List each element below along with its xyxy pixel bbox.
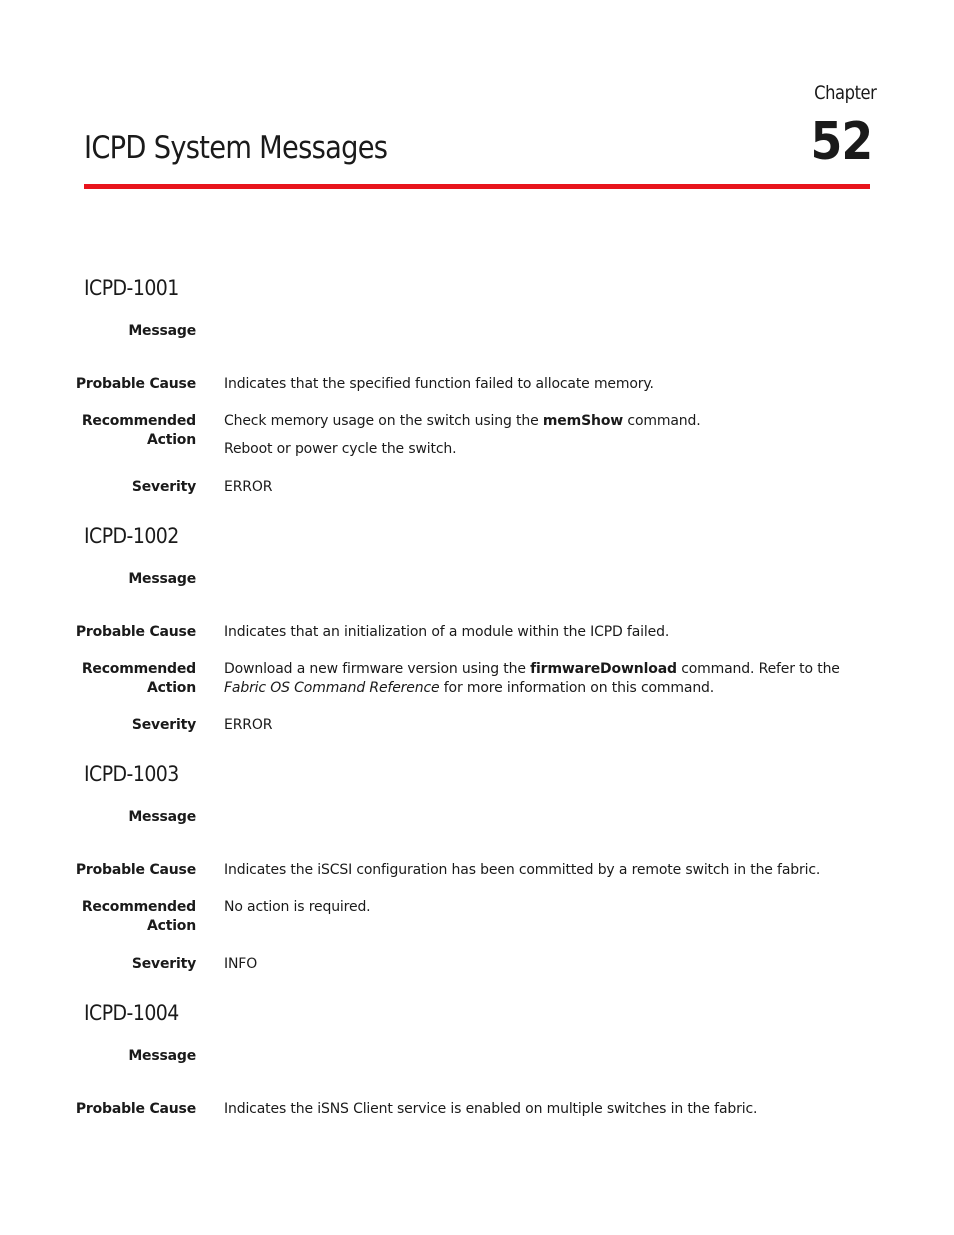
probable-cause-text: Indicates the iSNS Client service is enabled on multiple switches in the fabric.	[224, 1101, 758, 1117]
probable-cause-text: Indicates the iSCSI configuration has been committed by a remote switch in the fabric.	[224, 862, 821, 878]
probable-cause-label: Probable Cause	[75, 624, 196, 640]
recommended-action-label: Recommended Action	[81, 661, 196, 696]
title-rule	[84, 184, 870, 189]
probable-cause-label: Probable Cause	[75, 376, 196, 392]
message-label: Message	[128, 1048, 196, 1064]
book-title: Fabric OS Command Reference	[224, 680, 440, 696]
section-heading: ICPD-1001	[84, 276, 179, 300]
message-label: Message	[128, 571, 196, 587]
section-heading: ICPD-1004	[84, 1001, 179, 1025]
section-heading: ICPD-1003	[84, 762, 179, 786]
severity-label: Severity	[131, 479, 196, 495]
chapter-label: Chapter	[813, 82, 876, 104]
recommended-action-text: Check memory usage on the switch using the memShow command. Reboot or power cycle the switch.	[224, 413, 701, 457]
chapter-title: ICPD System Messages	[84, 130, 388, 166]
recommended-action-label: Recommended Action	[81, 413, 196, 448]
section-heading: ICPD-1002	[84, 524, 179, 548]
recommended-action-text: Download a new firmware version using the firmwareDownload command. Refer to the Fabric OS Command Reference for more information on this command.	[224, 661, 840, 696]
severity-label: Severity	[131, 717, 196, 733]
probable-cause-label: Probable Cause	[75, 862, 196, 878]
severity-value: INFO	[224, 956, 258, 972]
severity-label: Severity	[131, 956, 196, 972]
probable-cause-text: Indicates that the specified function failed to allocate memory.	[224, 376, 654, 392]
command-name: firmwareDownload	[530, 661, 677, 677]
command-name: memShow	[542, 413, 624, 429]
probable-cause-label: Probable Cause	[75, 1101, 196, 1117]
message-label: Message	[128, 809, 196, 825]
chapter-number: 52	[810, 112, 872, 172]
severity-value: ERROR	[224, 717, 273, 733]
message-label: Message	[128, 323, 196, 339]
recommended-action-label: Recommended Action	[81, 899, 196, 934]
severity-value: ERROR	[224, 479, 273, 495]
recommended-action-text: No action is required.	[224, 899, 371, 915]
probable-cause-text: Indicates that an initialization of a module within the ICPD failed.	[224, 624, 670, 640]
